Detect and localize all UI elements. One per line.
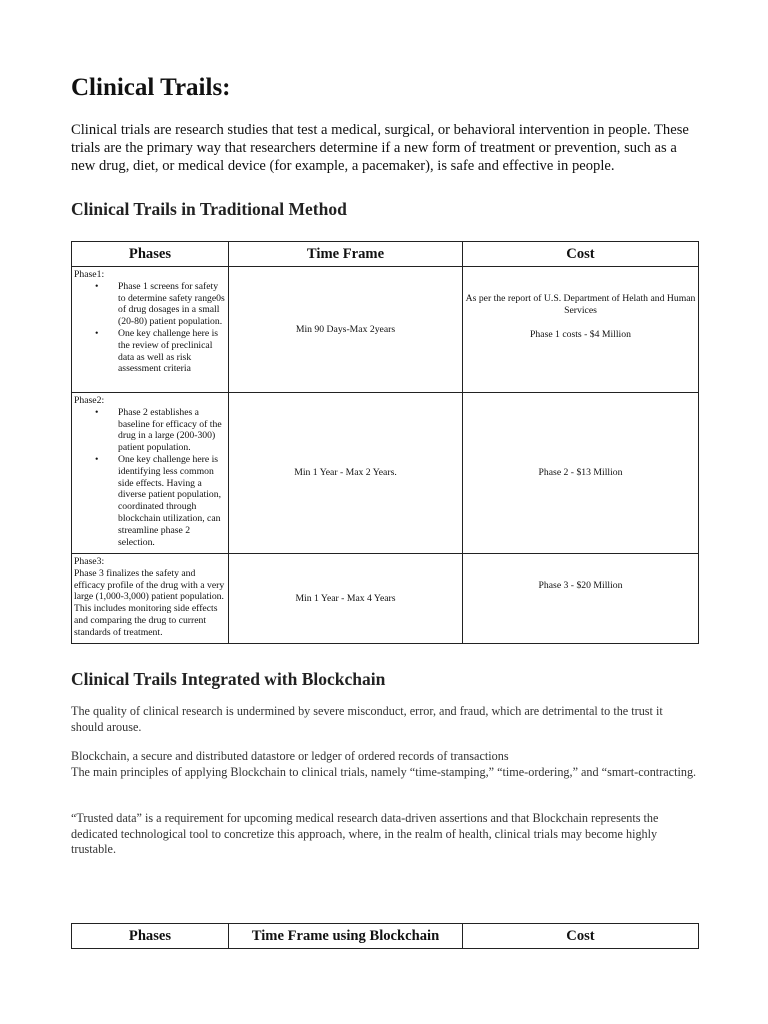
list-item: • Phase 1 screens for safety to determine safety range0s of drug dosages in a small (20-80) patient population. bbox=[118, 281, 226, 328]
traditional-method-heading: Clinical Trails in Traditional Method bbox=[71, 199, 347, 219]
cost-note: As per the report of U.S. Department of Helath and Human Services bbox=[465, 293, 696, 316]
column-header-cost: Cost bbox=[463, 924, 699, 949]
column-header-phases: Phases bbox=[72, 924, 229, 949]
table-header-row bbox=[72, 242, 699, 267]
trusted-data-paragraph: “Trusted data” is a requirement for upcoming medical research data-driven assertions and that Blockchain represents the dedicated technological tool to concretize this approach, where, in the realm of health, clinical trials may become highly trustable. bbox=[71, 811, 659, 857]
column-header-cost: Cost bbox=[463, 242, 699, 267]
table-row bbox=[72, 267, 699, 393]
table-header-row bbox=[72, 924, 699, 949]
blockchain-paragraph bbox=[71, 749, 698, 780]
phase-label: Phase1: bbox=[74, 269, 105, 280]
phase-label: Phase3: bbox=[74, 556, 105, 567]
intro-paragraph: Clinical trials are research studies that test a medical, surgical, or behavioral intervention in people. These trials are the primary way that researchers determine if a new form of treatment or prevention, such as a new drug, diet, or medical device (for example, a pacemaker), is safe and effective in people. bbox=[71, 122, 689, 174]
table-row bbox=[72, 393, 699, 554]
phase-bullet-list bbox=[74, 281, 226, 375]
column-header-time-frame-blockchain: Time Frame using Blockchain bbox=[229, 924, 463, 949]
cost-cell: Phase 3 - $20 Million bbox=[463, 554, 699, 644]
page-title: Clinical Trails: bbox=[71, 74, 231, 101]
blockchain-definition: Blockchain, a secure and distributed datastore or ledger of ordered records of transactions bbox=[71, 749, 509, 763]
column-header-time-frame: Time Frame bbox=[229, 242, 463, 267]
blockchain-table bbox=[71, 923, 699, 949]
phase-cell bbox=[72, 554, 229, 644]
blockchain-heading: Clinical Trails Integrated with Blockchain bbox=[71, 669, 386, 689]
list-item: • One key challenge here is identifying less common side effects. Having a diverse patient population, coordinated through blockchain utilization, can streamline phase 2 selection. bbox=[118, 454, 226, 548]
phase-bullet-list bbox=[74, 407, 226, 549]
phase-description: Phase 3 finalizes the safety and efficacy profile of the drug with a very large (1,000-3,000) patient population. This includes monitoring side effects and comparing the drug to current standards of treatment. bbox=[74, 567, 225, 638]
cost-value: Phase 1 costs - $4 Million bbox=[530, 328, 631, 340]
column-header-phases: Phases bbox=[72, 242, 229, 267]
phase-cell bbox=[72, 393, 229, 554]
time-frame-cell: Min 1 Year - Max 4 Years bbox=[229, 554, 463, 644]
time-frame-cell: Min 90 Days-Max 2years bbox=[229, 267, 463, 393]
quality-paragraph: The quality of clinical research is undermined by severe misconduct, error, and fraud, which are detrimental to the trust it should arouse. bbox=[71, 704, 663, 734]
blockchain-principles: The main principles of applying Blockchain to clinical trials, namely “time-stamping,” “time-ordering,” and “smart-contracting. bbox=[71, 764, 697, 779]
cost-cell: Phase 2 - $13 Million bbox=[463, 393, 699, 554]
list-item: • One key challenge here is the review of preclinical data as well as risk assessment criteria bbox=[118, 328, 226, 375]
time-frame-cell: Min 1 Year - Max 2 Years. bbox=[229, 393, 463, 554]
cost-cell bbox=[463, 267, 699, 393]
phase-label: Phase2: bbox=[74, 395, 105, 406]
traditional-method-table bbox=[71, 241, 699, 644]
phase-cell bbox=[72, 267, 229, 393]
list-item: • Phase 2 establishes a baseline for efficacy of the drug in a large (200-300) patient population. bbox=[118, 407, 226, 454]
table-row bbox=[72, 554, 699, 644]
